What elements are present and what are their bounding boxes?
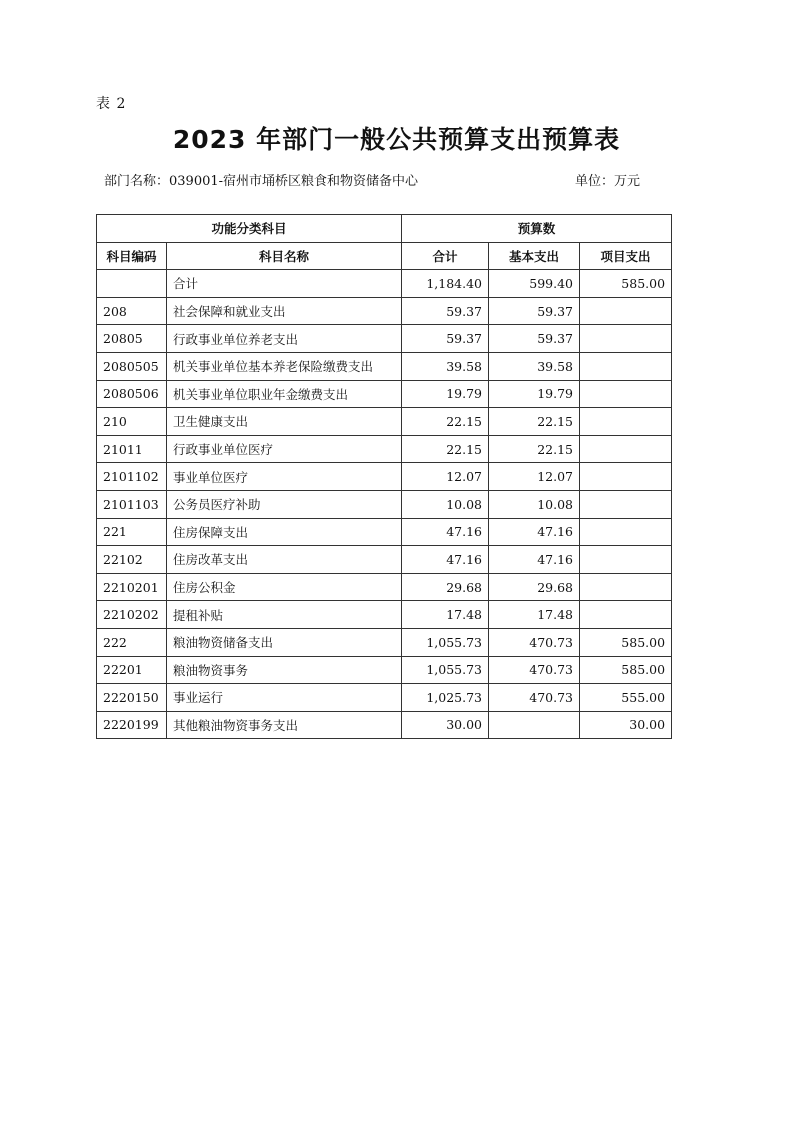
- cell-project: 585.00: [580, 628, 672, 656]
- functional-classification-header: 功能分类科目: [97, 215, 402, 243]
- cell-code: 20805: [97, 325, 167, 353]
- cell-basic: [489, 711, 580, 739]
- cell-code: 2101103: [97, 490, 167, 518]
- table-row: [97, 628, 672, 656]
- cell-basic: 29.68: [489, 573, 580, 601]
- cell-name: 合计: [167, 270, 402, 298]
- cell-total: 39.58: [402, 352, 489, 380]
- table-row: [97, 408, 672, 436]
- page-title: 2023 年部门一般公共预算支出预算表: [172, 125, 621, 154]
- cell-project: 585.00: [580, 656, 672, 684]
- column-header-name: 科目名称: [167, 242, 402, 270]
- column-header-code: 科目编码: [97, 242, 167, 270]
- group-header-row: [97, 215, 672, 243]
- cell-total: 12.07: [402, 463, 489, 491]
- table-row: [97, 435, 672, 463]
- cell-code: 22102: [97, 546, 167, 574]
- cell-basic: 10.08: [489, 490, 580, 518]
- cell-name: 粮油物资储备支出: [167, 628, 402, 656]
- cell-code: 22201: [97, 656, 167, 684]
- cell-basic: 47.16: [489, 518, 580, 546]
- cell-project: [580, 518, 672, 546]
- table-label: 表 2: [96, 96, 127, 112]
- cell-project: 585.00: [580, 270, 672, 298]
- unit-label: 单位：万元: [575, 174, 641, 189]
- table-row: [97, 297, 672, 325]
- cell-total: 19.79: [402, 380, 489, 408]
- table-row: [97, 490, 672, 518]
- table-row: [97, 711, 672, 739]
- table-row: [97, 270, 672, 298]
- table-row: [97, 518, 672, 546]
- cell-project: [580, 297, 672, 325]
- cell-total: 29.68: [402, 573, 489, 601]
- cell-code: 208: [97, 297, 167, 325]
- cell-total: 1,025.73: [402, 684, 489, 712]
- cell-code: 210: [97, 408, 167, 436]
- department-name: 部门名称：039001-宿州市埇桥区粮食和物资储备中心: [104, 174, 419, 189]
- cell-total: 30.00: [402, 711, 489, 739]
- cell-project: [580, 380, 672, 408]
- cell-basic: 47.16: [489, 546, 580, 574]
- cell-project: [580, 463, 672, 491]
- cell-code: 21011: [97, 435, 167, 463]
- cell-project: [580, 408, 672, 436]
- cell-name: 事业单位医疗: [167, 463, 402, 491]
- cell-basic: 22.15: [489, 435, 580, 463]
- cell-project: 30.00: [580, 711, 672, 739]
- cell-total: 10.08: [402, 490, 489, 518]
- table-row: [97, 656, 672, 684]
- cell-basic: 22.15: [489, 408, 580, 436]
- cell-name: 机关事业单位职业年金缴费支出: [167, 380, 402, 408]
- cell-basic: 19.79: [489, 380, 580, 408]
- cell-name: 其他粮油物资事务支出: [167, 711, 402, 739]
- cell-name: 事业运行: [167, 684, 402, 712]
- cell-name: 行政事业单位医疗: [167, 435, 402, 463]
- cell-project: [580, 325, 672, 353]
- table-row: [97, 352, 672, 380]
- table-row: [97, 601, 672, 629]
- budget-table: [96, 214, 672, 739]
- cell-name: 社会保障和就业支出: [167, 297, 402, 325]
- cell-total: 1,055.73: [402, 656, 489, 684]
- cell-total: 17.48: [402, 601, 489, 629]
- cell-basic: 39.58: [489, 352, 580, 380]
- column-header-total: 合计: [402, 242, 489, 270]
- table-row: [97, 573, 672, 601]
- cell-code: 2210201: [97, 573, 167, 601]
- cell-basic: 470.73: [489, 628, 580, 656]
- cell-code: 2220150: [97, 684, 167, 712]
- cell-code: 2080505: [97, 352, 167, 380]
- cell-project: [580, 546, 672, 574]
- cell-name: 提租补贴: [167, 601, 402, 629]
- cell-project: [580, 573, 672, 601]
- cell-code: 222: [97, 628, 167, 656]
- cell-project: [580, 601, 672, 629]
- cell-project: [580, 490, 672, 518]
- cell-basic: 59.37: [489, 325, 580, 353]
- cell-total: 22.15: [402, 435, 489, 463]
- cell-name: 住房保障支出: [167, 518, 402, 546]
- cell-total: 1,055.73: [402, 628, 489, 656]
- cell-name: 行政事业单位养老支出: [167, 325, 402, 353]
- budget-amount-header: 预算数: [402, 215, 672, 243]
- table-row: [97, 463, 672, 491]
- cell-name: 住房改革支出: [167, 546, 402, 574]
- cell-basic: 17.48: [489, 601, 580, 629]
- table-body: [97, 270, 672, 739]
- cell-total: 22.15: [402, 408, 489, 436]
- table-row: [97, 380, 672, 408]
- cell-total: 47.16: [402, 518, 489, 546]
- cell-name: 住房公积金: [167, 573, 402, 601]
- cell-code: 221: [97, 518, 167, 546]
- cell-basic: 12.07: [489, 463, 580, 491]
- cell-code: 2101102: [97, 463, 167, 491]
- cell-code: [97, 270, 167, 298]
- cell-basic: 599.40: [489, 270, 580, 298]
- cell-code: 2220199: [97, 711, 167, 739]
- cell-name: 粮油物资事务: [167, 656, 402, 684]
- cell-project: 555.00: [580, 684, 672, 712]
- cell-basic: 470.73: [489, 684, 580, 712]
- cell-code: 2210202: [97, 601, 167, 629]
- column-header-project: 项目支出: [580, 242, 672, 270]
- cell-code: 2080506: [97, 380, 167, 408]
- cell-total: 59.37: [402, 297, 489, 325]
- cell-project: [580, 352, 672, 380]
- cell-project: [580, 435, 672, 463]
- cell-name: 公务员医疗补助: [167, 490, 402, 518]
- cell-total: 47.16: [402, 546, 489, 574]
- table-row: [97, 546, 672, 574]
- cell-name: 卫生健康支出: [167, 408, 402, 436]
- cell-basic: 470.73: [489, 656, 580, 684]
- column-header-basic: 基本支出: [489, 242, 580, 270]
- cell-basic: 59.37: [489, 297, 580, 325]
- column-header-row: [97, 242, 672, 270]
- table-row: [97, 325, 672, 353]
- cell-total: 1,184.40: [402, 270, 489, 298]
- table-row: [97, 684, 672, 712]
- cell-name: 机关事业单位基本养老保险缴费支出: [167, 352, 402, 380]
- cell-total: 59.37: [402, 325, 489, 353]
